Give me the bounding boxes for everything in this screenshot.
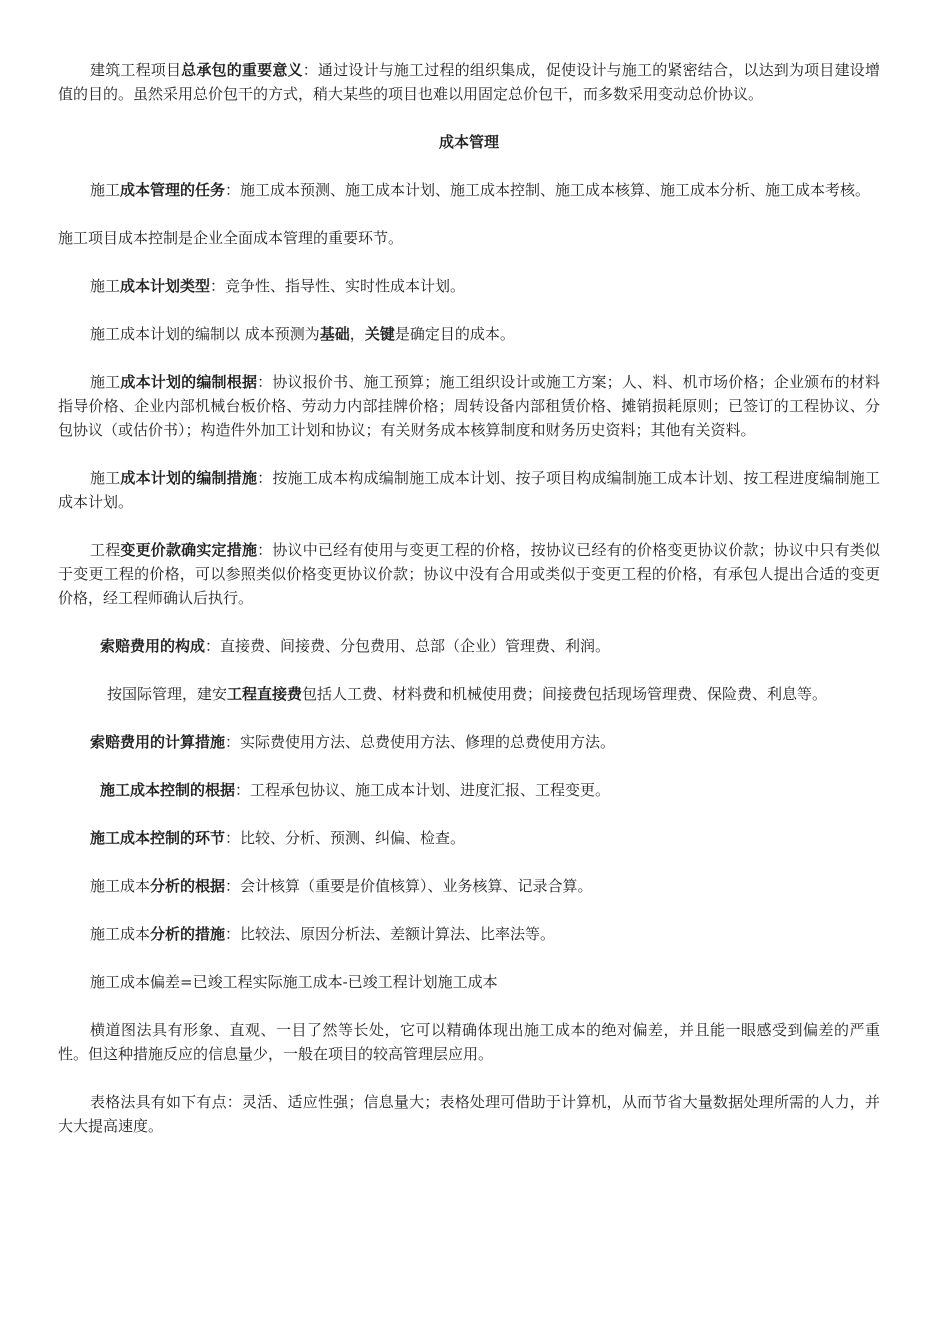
paragraph-table-method: 表格法具有如下有点：灵活、适应性强；信息量大；表格处理可借助于计算机，从而节省大量数据处理所需的人力，并大大提高速度。 (58, 1093, 880, 1135)
paragraph-plan-types: 施工成本计划类型：竞争性、指导性、实时性成本计划。 (90, 277, 466, 295)
paragraph-cost-deviation-formula: 施工成本偏差=已竣工程实际施工成本-已竣工程计划施工成本 (90, 973, 498, 991)
paragraph-direct-cost: 按国际管理，建安工程直接费包括人工费、材料费和机械使用费；间接费包括现场管理费、保险费、利息等。 (107, 685, 828, 703)
paragraph-cost-tasks: 施工成本管理的任务：施工成本预测、施工成本计划、施工成本控制、施工成本核算、施工成本分析、施工成本考核。 (90, 181, 871, 199)
paragraph-control-basis: 施工成本控制的根据：工程承包协议、施工成本计划、进度汇报、工程变更。 (100, 781, 611, 799)
paragraph-control-steps: 施工成本控制的环节：比较、分析、预测、纠偏、检查。 (90, 829, 466, 847)
paragraph-analysis-basis: 施工成本分析的根据：会计核算（重要是价值核算）、业务核算、记录合算。 (90, 877, 593, 895)
paragraph-analysis-methods: 施工成本分析的措施：比较法、原因分析法、差额计算法、比率法等。 (90, 925, 556, 943)
paragraph-general-contracting: 建筑工程项目总承包的重要意义：通过设计与施工过程的组织集成，促使设计与施工的紧密结合，以达到为项目建设增值的目的。虽然采用总价包干的方式，稍大某些的项目也难以用固定总价包干，而多数采用变动总价协议。 (58, 61, 880, 103)
document-page (58, 58, 880, 1162)
paragraph-change-price: 工程变更价款确实定措施：协议中已经有使用与变更工程的价格，按协议已经有的价格变更协议价款；协议中只有类似于变更工程的价格，可以参照类似价格变更协议价款；协议中没有合用或类似于变更工程的价格，有承包人提出合适的变更价格，经工程师确认后执行。 (58, 541, 880, 607)
paragraph-plan-basis: 施工成本计划的编制以 成本预测为基础，关键是确定目的成本。 (90, 325, 515, 343)
paragraph-claim-calculation: 索赔费用的计算措施：实际费使用方法、总费使用方法、修理的总费使用方法。 (90, 733, 616, 751)
section-title: 成本管理 (438, 133, 499, 151)
paragraph-plan-sources: 施工成本计划的编制根据：协议报价书、施工预算；施工组织设计或施工方案；人、料、机市场价格；企业颁布的材料指导价格、企业内部机械台板价格、劳动力内部挂牌价格；周转设备内部租赁价格、摊销损耗原则；已签订的工程协议、分包协议（或估价书）；构造件外加工计划和协议；有关财务成本核算制度和财务历史资料；其他有关资料。 (58, 373, 880, 439)
paragraph-cost-control-link: 施工项目成本控制是企业全面成本管理的重要环节。 (58, 229, 404, 247)
paragraph-plan-measures: 施工成本计划的编制措施：按施工成本构成编制施工成本计划、按子项目构成编制施工成本计划、按工程进度编制施工成本计划。 (58, 469, 880, 511)
paragraph-gantt-method: 横道图法具有形象、直观、一目了然等长处，它可以精确体现出施工成本的绝对偏差，并且能一眼感受到偏差的严重性。但这种措施反应的信息量少，一般在项目的较高管理层应用。 (58, 1021, 880, 1063)
paragraph-claim-composition: 索赔费用的构成：直接费、间接费、分包费用、总部（企业）管理费、利润。 (100, 637, 611, 655)
